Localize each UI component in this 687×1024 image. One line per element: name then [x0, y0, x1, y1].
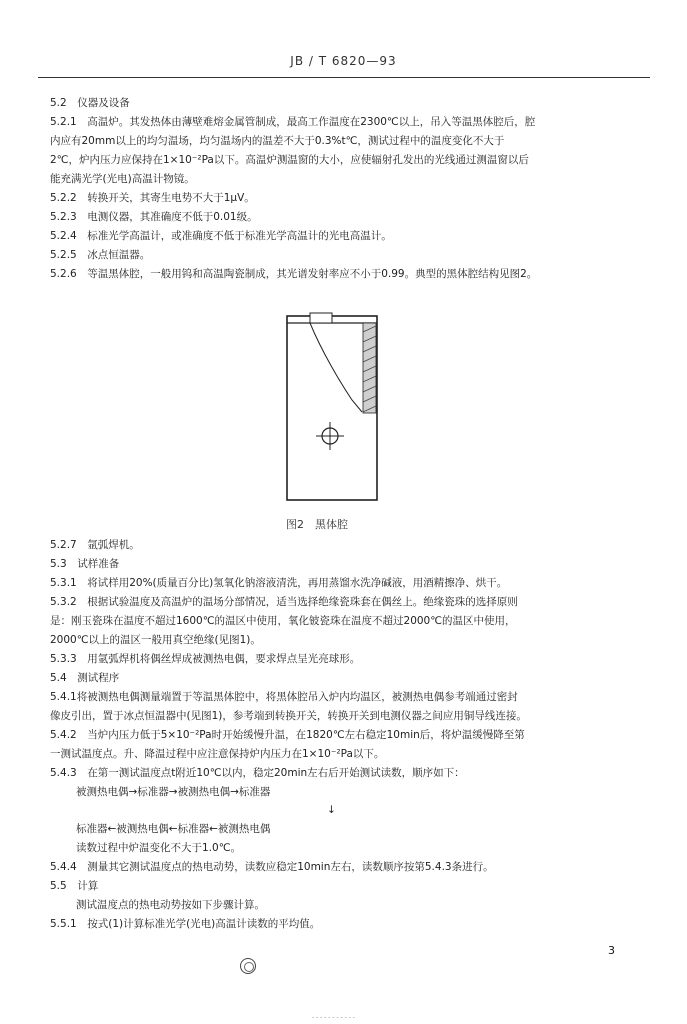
- para-5-2-4: 5.2.4 标准光学高温计，或准确度不低于标准光学高温计的光电高温计。: [50, 230, 392, 242]
- para-5-2-2: 5.2.2 转换开关，其寄生电势不大于1μV。: [50, 192, 255, 204]
- para-5-2-3: 5.2.3 电测仪器，其准确度不低于0.01级。: [50, 211, 258, 223]
- para-5-2-1-line4: 能充满光学(光电)高温计物镜。: [50, 173, 195, 185]
- para-5-5-intro: 测试温度点的热电动势按如下步骤计算。: [76, 899, 265, 911]
- para-5-3-2-line3: 2000℃以上的温区一般用真空绝缘(见图1)。: [50, 634, 261, 646]
- para-5-3-3: 5.3.3 用氩弧焊机将偶丝焊成被测热电偶，要求焊点呈光亮球形。: [50, 653, 361, 665]
- blackbody-cavity-figure: [282, 312, 382, 502]
- para-5-2-1-line2: 内应有20mm以上的均匀温场，均匀温场内的温差不大于0.3%t℃，测试过程中的温度变化不大于: [50, 135, 505, 147]
- standard-number-header: JB / T 6820—93: [290, 54, 397, 68]
- figure-2-caption: 图2 黑体腔: [286, 518, 348, 531]
- section-5-5-heading: 5.5 计算: [50, 880, 99, 892]
- para-5-3-2-line2: 是：刚玉瓷珠在温度不超过1600℃的温区中使用，氧化铍瓷珠在温度不超过2000℃的温区中使用，: [50, 615, 516, 627]
- para-5-2-5: 5.2.5 冰点恒温器。: [50, 249, 151, 261]
- para-5-2-7: 5.2.7 氩弧焊机。: [50, 539, 140, 551]
- para-5-3-2-line1: 5.3.2 根据试验温度及高温炉的温场分部情况，适当选择绝缘瓷珠套在偶丝上。绝缘瓷珠的选择原则: [50, 596, 518, 608]
- para-5-2-6: 5.2.6 等温黑体腔，一般用钨和高温陶瓷制成，其光谱发射率应不小于0.99。典型的黑体腔结构见图2。: [50, 268, 538, 280]
- para-5-3-1: 5.3.1 将试样用20%(质量百分比)氢氧化钠溶液清洗，再用蒸馏水洗净碱液，用酒精擦净、烘干。: [50, 577, 508, 589]
- para-5-4-3: 5.4.3 在第一测试温度点t附近10℃以内，稳定20min左右后开始测试读数，顺序如下：: [50, 767, 465, 779]
- para-5-2-1-line3: 2℃，炉内压力应保持在1×10⁻²Pa以下。高温炉测温窗的大小，应使辐射孔发出的光线通过测温窗以后: [50, 154, 529, 166]
- page-number: 3: [608, 944, 615, 957]
- reading-temperature-tolerance: 读数过程中炉温变化不大于1.0℃。: [76, 842, 241, 854]
- publisher-logo-icon: [240, 958, 256, 974]
- para-5-4-1-line2: 像皮引出，置于冰点恒温器中(见图1)，参考端到转换开关，转换开关到电测仪器之间应用铜导线连接。: [50, 710, 527, 722]
- para-5-2-1-line1: 5.2.1 高温炉。其发热体由薄壁难熔金属管制成，最高工作温度在2300℃以上，吊入等温黑体腔后，腔: [50, 116, 536, 128]
- reading-sequence-row2: 标准器←被测热电偶←标准器←被测热电偶: [76, 823, 271, 835]
- section-5-3-heading: 5.3 试样准备: [50, 558, 120, 570]
- para-5-4-4: 5.4.4 测量其它测试温度点的热电动势，读数应稳定10min左右，读数顺序按第5.4.3条进行。: [50, 861, 494, 873]
- footer-mark: - - - - - - - - - - -: [312, 1014, 355, 1021]
- section-5-4-heading: 5.4 测试程序: [50, 672, 120, 684]
- para-5-4-2-line2: 一测试温度点。升、降温过程中应注意保持炉内压力在1×10⁻²Pa以下。: [50, 748, 385, 760]
- reading-sequence-row1: 被测热电偶→标准器→被测热电偶→标准器: [76, 786, 271, 798]
- para-5-4-1-line1: 5.4.1将被测热电偶测量端置于等温黑体腔中，将黑体腔吊入炉内均温区，被测热电偶参考端通过密封: [50, 691, 518, 703]
- section-5-2-heading: 5.2 仪器及设备: [50, 97, 130, 109]
- para-5-4-2-line1: 5.4.2 当炉内压力低于5×10⁻²Pa时开始缓慢升温，在1820℃左右稳定10min后，将炉温缓慢降至第: [50, 729, 525, 741]
- reading-sequence-down-arrow: ↓: [327, 804, 336, 816]
- para-5-5-1: 5.5.1 按式(1)计算标准光学(光电)高温计读数的平均值。: [50, 918, 321, 930]
- header-rule: [38, 77, 650, 78]
